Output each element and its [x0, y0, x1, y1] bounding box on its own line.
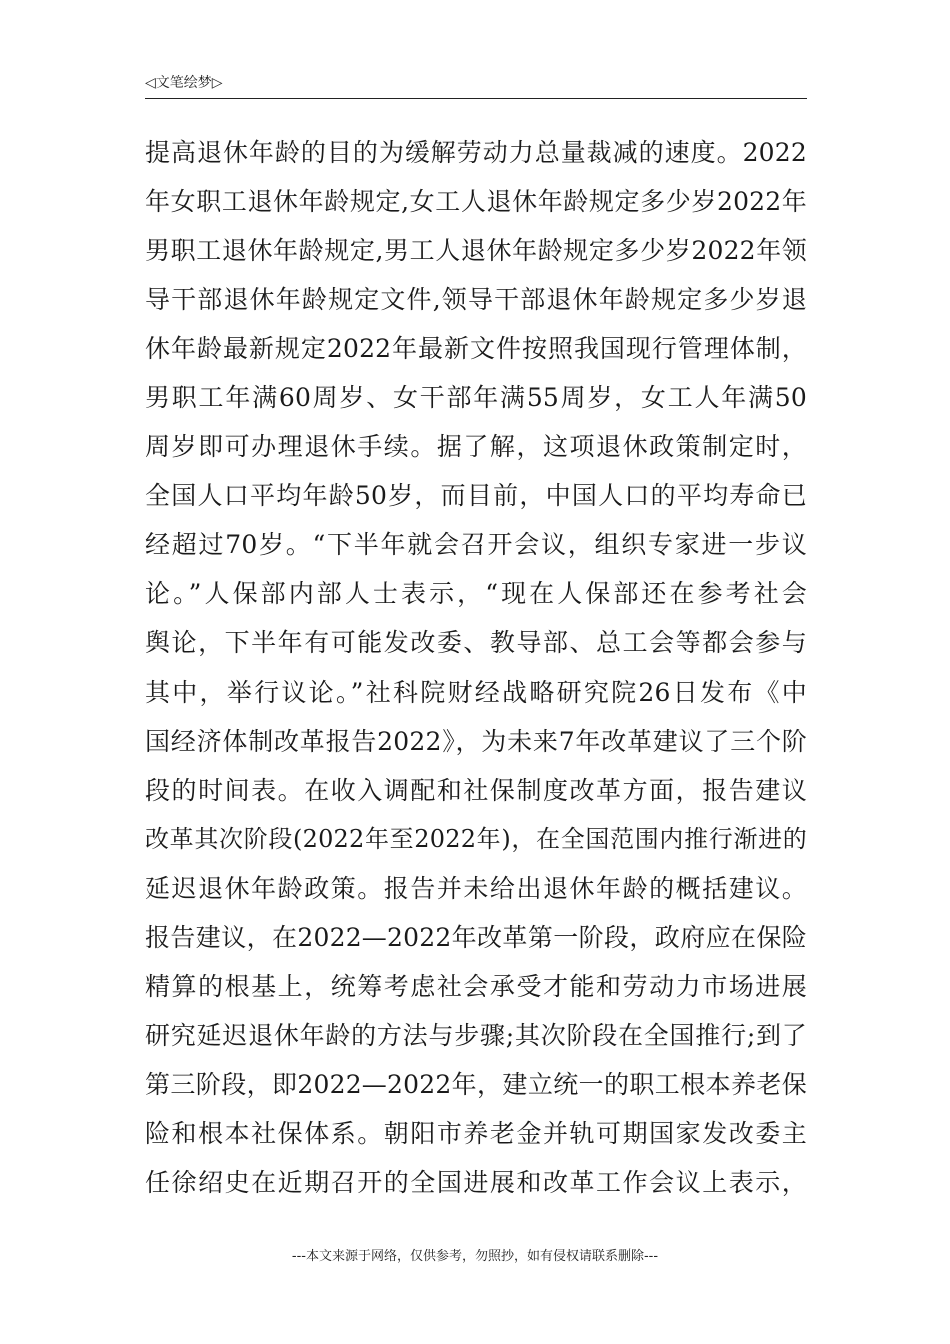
page-footer: ---本文来源于网络，仅供参考，勿照抄，如有侵权请联系删除--- — [291, 1249, 659, 1264]
header-title: ◁文笔绘梦▷ — [145, 75, 223, 91]
body-line: 论。”人保部内部人士表示，“现在人保部还在参考社会 — [145, 579, 807, 609]
body-line: 男职工退休年龄规定,男工人退休年龄规定多少岁2022年领 — [145, 236, 807, 266]
body-line: 经超过70岁。“下半年就会召开会议，组织专家进一步议 — [145, 530, 807, 560]
body-line: 报告建议，在2022—2022年改革第一阶段，政府应在保险 — [145, 922, 807, 952]
body-line: 舆论，下半年有可能发改委、教导部、总工会等都会参与 — [145, 628, 807, 658]
body-line: 其中，举行议论。”社科院财经战略研究院26日发布《中 — [145, 677, 807, 707]
body-line: 研究延迟退休年龄的方法与步骤;其次阶段在全国推行;到了 — [145, 1020, 807, 1050]
body-line: 休年龄最新规定2022年最新文件按照我国现行管理体制， — [145, 334, 807, 364]
body-line: 国经济体制改革报告2022》，为未来7年改革建议了三个阶 — [145, 726, 807, 756]
body-line: 精算的根基上，统筹考虑社会承受才能和劳动力市场进展 — [145, 971, 807, 1001]
body-line: 导干部退休年龄规定文件,领导干部退休年龄规定多少岁退 — [145, 285, 807, 315]
body-line: 任徐绍史在近期召开的全国进展和改革工作会议上表示， — [145, 1167, 807, 1197]
body-line: 周岁即可办理退休手续。据了解，这项退休政策制定时， — [145, 432, 807, 462]
body-line: 改革其次阶段(2022年至2022年)，在全国范围内推行渐进的 — [145, 824, 807, 853]
body-line: 第三阶段，即2022—2022年，建立统一的职工根本养老保 — [145, 1069, 807, 1099]
body-line: 年女职工退休年龄规定,女工人退休年龄规定多少岁2022年 — [145, 187, 807, 217]
body-line: 全国人口平均年龄50岁，而目前，中国人口的平均寿命已 — [145, 481, 807, 511]
body-line: 提高退休年龄的目的为缓解劳动力总量裁减的速度。2022 — [145, 138, 807, 167]
body-line: 险和根本社保体系。朝阳市养老金并轨可期国家发改委主 — [145, 1118, 807, 1148]
page-header — [145, 72, 807, 99]
body-line: 延迟退休年龄政策。报告并未给出退休年龄的概括建议。 — [145, 873, 807, 903]
document-body — [145, 128, 807, 1207]
body-line: 段的时间表。在收入调配和社保制度改革方面，报告建议 — [145, 775, 807, 805]
body-line: 男职工年满60周岁、女干部年满55周岁，女工人年满50 — [145, 383, 807, 413]
